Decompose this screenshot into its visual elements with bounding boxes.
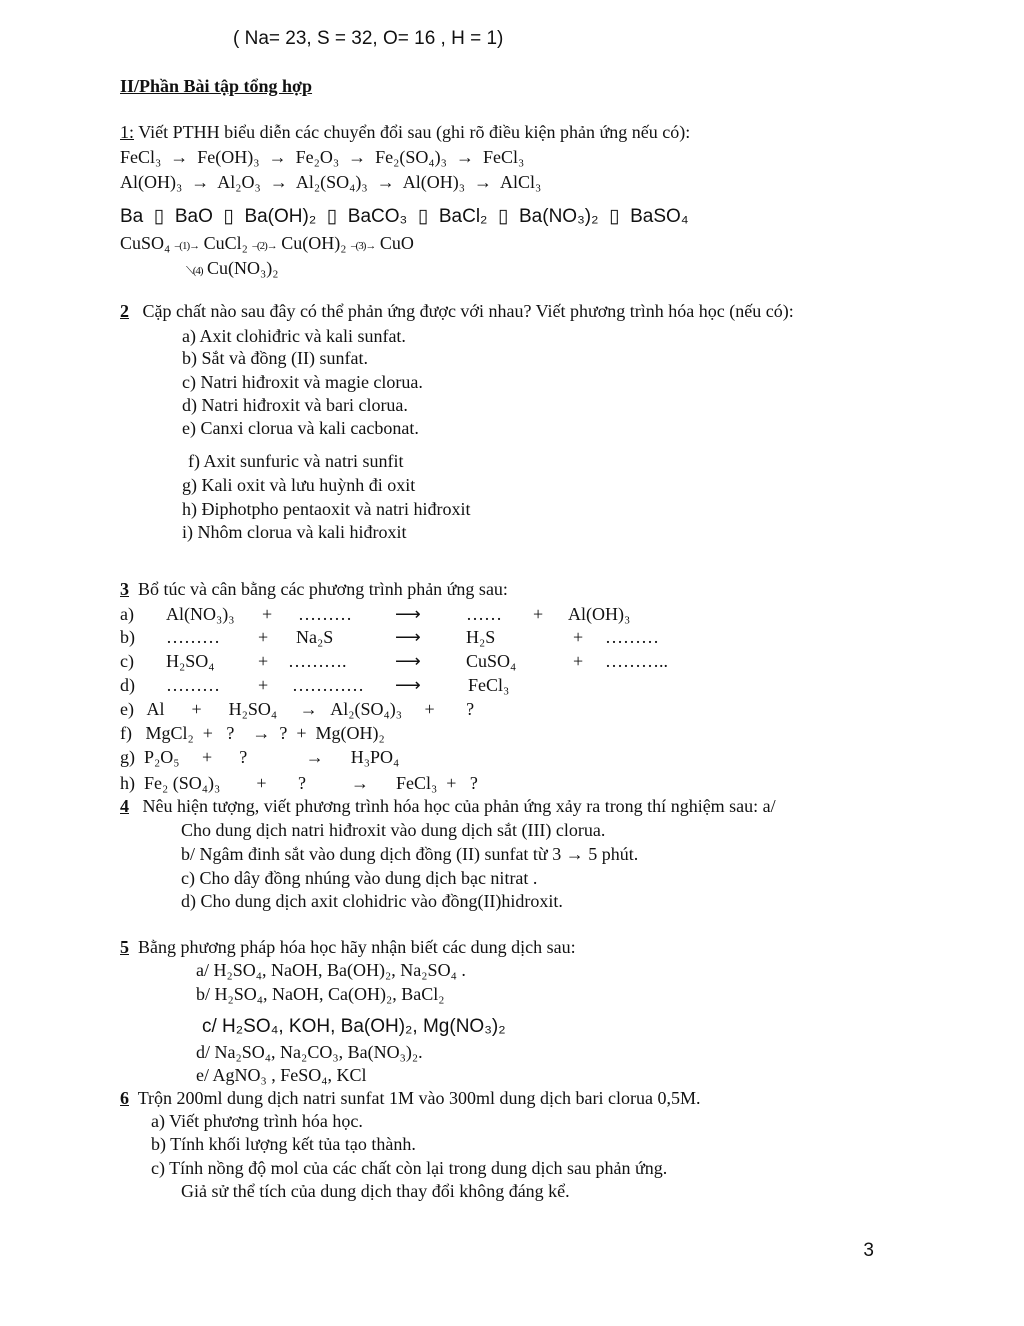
arrow-label: (1) bbox=[179, 240, 190, 252]
chain4-item: CuSO₄ bbox=[120, 233, 171, 253]
q6-item: a) Viết phương trình hóa học. bbox=[151, 1111, 363, 1131]
row-op1: + bbox=[258, 675, 269, 695]
long-arrow-icon: ⟶ bbox=[395, 651, 421, 671]
q6-item: c) Tính nồng độ mol của các chất còn lại trong dung dịch sau phản ứng. bbox=[151, 1158, 668, 1178]
row-c3: CuSO₄ bbox=[466, 651, 517, 671]
row-op1: + bbox=[258, 651, 269, 671]
q3-heading bbox=[120, 578, 508, 600]
row-op2: + bbox=[573, 627, 584, 647]
q2-item: g) Kali oxit và lưu huỳnh đi oxit bbox=[182, 475, 416, 495]
q5-item: e/ AgNO₃ , FeSO₄, KCl bbox=[196, 1065, 367, 1085]
row-c3: FeCl₃ bbox=[468, 675, 510, 695]
long-arrow-icon: ⟶ bbox=[395, 675, 421, 695]
chain3-item: Ba bbox=[120, 206, 144, 227]
row-c3: …… bbox=[466, 604, 502, 624]
chain1-item: Fe₂(SO₄)₃ bbox=[375, 147, 447, 167]
chain3-item: BaO bbox=[174, 206, 213, 227]
q4-heading bbox=[120, 795, 776, 817]
q6-number: 6 bbox=[120, 1088, 129, 1108]
q5-heading bbox=[120, 936, 576, 958]
q5-item: d/ Na₂SO₄, Na₂CO₃, Ba(NO₃)₂. bbox=[196, 1042, 423, 1062]
q4-item: Cho dung dịch natri hiđroxit vào dung dịch sắt (III) clorua. bbox=[181, 820, 606, 840]
q6-prompt: Trộn 200ml dung dịch natri sunfat 1M vào 300ml dung dịch bari clorua 0,5M. bbox=[137, 1088, 701, 1108]
q3-extra: h) Fe₂ (SO₄)₃ + ? → FeCl₃ + ? bbox=[120, 773, 478, 793]
chain2-item: Al(OH)₃ bbox=[402, 172, 465, 192]
row-label: d) bbox=[120, 675, 135, 695]
arrow-icon: → bbox=[469, 172, 497, 192]
chain3-item: BaSO₄ bbox=[630, 206, 689, 227]
missing-glyph-icon: ▯ bbox=[492, 206, 514, 227]
q6-note: Giả sử thể tích của dung dịch thay đổi không đáng kể. bbox=[181, 1181, 570, 1201]
arrow-icon: → bbox=[343, 147, 371, 167]
dashed-arrow-icon: –(1)→ bbox=[174, 240, 200, 252]
q5-prompt: Bằng phương pháp hóa học hãy nhận biết các dung dịch sau: bbox=[138, 937, 576, 957]
q2-prompt: Cặp chất nào sau đây có thể phản ứng được với nhau? Viết phương trình hóa học (nếu có): bbox=[142, 301, 794, 321]
missing-glyph-icon: ▯ bbox=[218, 206, 240, 227]
chain1-item: Fe(OH)₃ bbox=[197, 147, 260, 167]
q2-item: i) Nhôm clorua và kali hiđroxit bbox=[182, 522, 407, 542]
q4-number: 4 bbox=[120, 796, 129, 816]
arrow-label: (4) bbox=[192, 265, 203, 277]
q5-item: c/ H₂SO₄, KOH, Ba(OH)₂, Mg(NO₃)₂ bbox=[202, 1016, 506, 1037]
row-c1: ……… bbox=[166, 675, 220, 695]
chain2-item: Al₂O₃ bbox=[217, 172, 261, 192]
long-arrow-icon: ⟶ bbox=[395, 604, 421, 624]
row-c4: ……… bbox=[605, 627, 659, 647]
arrow-icon: → bbox=[186, 172, 214, 192]
q5-item: a/ H₂SO₄, NaOH, Ba(OH)₂, Na₂SO₄ . bbox=[196, 960, 466, 980]
row-label: c) bbox=[120, 651, 134, 671]
row-c4: ……….. bbox=[605, 651, 668, 671]
chain4-item: CuCl₂ bbox=[203, 233, 248, 253]
chain4-branch-item: Cu(NO₃)₂ bbox=[207, 258, 279, 278]
q2-item: b) Sắt và đồng (II) sunfat. bbox=[182, 348, 368, 368]
q4-prompt: Nêu hiện tượng, viết phương trình hóa học của phản ứng xảy ra trong thí nghiệm sau: a/ bbox=[142, 796, 776, 816]
q3-number: 3 bbox=[120, 579, 129, 599]
dashed-arrow-icon: –(3)→ bbox=[351, 240, 376, 252]
q6-heading bbox=[120, 1087, 700, 1109]
chain2-item: AlCl₃ bbox=[499, 172, 542, 192]
arrow-icon: → bbox=[451, 147, 479, 167]
section-title: II/Phần Bài tập tổng hợp bbox=[120, 76, 313, 96]
q1-chain4-branch bbox=[186, 257, 279, 282]
q2-item: e) Canxi clorua và kali cacbonat. bbox=[182, 418, 419, 438]
row-c4: Al(OH)₃ bbox=[568, 604, 631, 624]
row-op2: + bbox=[533, 604, 544, 624]
chain4-item: CuO bbox=[379, 233, 414, 253]
q4-item: d) Cho dung dịch axit clohidric vào đồng(II)hidroxit. bbox=[181, 891, 563, 911]
chain2-item: Al₂(SO₄)₃ bbox=[295, 172, 368, 192]
chain2-item: Al(OH)₃ bbox=[120, 172, 183, 192]
chain3-item: BaCO₃ bbox=[347, 206, 408, 227]
arrow-label: (2) bbox=[256, 240, 267, 252]
row-label: b) bbox=[120, 627, 135, 647]
row-c1: Al(NO₃)₃ bbox=[166, 604, 235, 624]
row-op2: + bbox=[573, 651, 584, 671]
missing-glyph-icon: ▯ bbox=[603, 206, 625, 227]
q1-chain3 bbox=[120, 206, 689, 228]
arrow-icon: → bbox=[165, 147, 193, 167]
q4-item: b/ Ngâm đinh sắt vào dung dịch đồng (II) sunfat từ 3 → 5 phút. bbox=[181, 844, 639, 864]
arrow-icon: → bbox=[264, 147, 292, 167]
q4-item: c) Cho dây đồng nhúng vào dung dịch bạc nitrat . bbox=[181, 868, 538, 888]
chain3-item: Ba(NO₃)₂ bbox=[519, 206, 599, 227]
q1-chain1 bbox=[120, 146, 524, 168]
row-c1: ……… bbox=[166, 627, 220, 647]
row-c3: H₂S bbox=[466, 627, 496, 647]
q2-heading bbox=[120, 300, 794, 322]
q1-heading bbox=[120, 121, 690, 143]
atomic-masses: ( Na= 23, S = 32, O= 16 , H = 1) bbox=[233, 28, 504, 49]
q2-item: f) Axit sunfuric và natri sunfit bbox=[188, 451, 404, 471]
q1-prompt: Viết PTHH biểu diễn các chuyển đổi sau (ghi rõ điều kiện phản ứng nếu có): bbox=[138, 122, 691, 142]
q2-item: h) Điphotpho pentaoxit và natri hiđroxit bbox=[182, 499, 471, 519]
dashed-arrow-icon: –(2)→ bbox=[252, 240, 277, 252]
q1-number: 1: bbox=[120, 122, 135, 142]
row-c2: ……… bbox=[298, 604, 352, 624]
q2-item: c) Natri hiđroxit và magie clorua. bbox=[182, 372, 423, 392]
q3-extra: e) Al + H₂SO₄ → Al₂(SO₄)₃ + ? bbox=[120, 699, 475, 719]
q3-extra: g) P₂O₅ + ? → H₃PO₄ bbox=[120, 747, 400, 767]
q5-item: b/ H₂SO₄, NaOH, Ca(OH)₂, BaCl₂ bbox=[196, 984, 445, 1004]
row-c2: Na₂S bbox=[296, 627, 334, 647]
row-c1: H₂SO₄ bbox=[166, 651, 215, 671]
q2-number: 2 bbox=[120, 301, 129, 321]
chain1-item: FeCl₃ bbox=[482, 147, 525, 167]
arrow-icon: → bbox=[265, 172, 293, 192]
row-c2: ………… bbox=[292, 675, 364, 695]
chain4-item: Cu(OH)₂ bbox=[281, 233, 347, 253]
q1-chain2 bbox=[120, 171, 541, 193]
chain3-item: BaCl₂ bbox=[438, 206, 488, 227]
missing-glyph-icon: ▯ bbox=[148, 206, 170, 227]
long-arrow-icon: ⟶ bbox=[395, 627, 421, 647]
q1-chain4 bbox=[120, 232, 414, 257]
arrow-label: (3) bbox=[355, 240, 366, 252]
row-op1: + bbox=[258, 627, 269, 647]
chain3-item: Ba(OH)₂ bbox=[244, 206, 317, 227]
chain1-item: Fe₂O₃ bbox=[295, 147, 340, 167]
row-label: a) bbox=[120, 604, 134, 624]
page-number: 3 bbox=[863, 1240, 874, 1261]
missing-glyph-icon: ▯ bbox=[321, 206, 343, 227]
q3-prompt: Bổ túc và cân bằng các phương trình phản ứng sau: bbox=[138, 579, 508, 599]
chain1-item: FeCl₃ bbox=[120, 147, 162, 167]
q2-item: d) Natri hiđroxit và bari clorua. bbox=[182, 395, 408, 415]
q2-item: a) Axit clohiđric và kali sunfat. bbox=[182, 326, 406, 346]
q3-extra: f) MgCl₂ + ? → ? + Mg(OH)₂ bbox=[120, 723, 385, 743]
row-op1: + bbox=[262, 604, 273, 624]
missing-glyph-icon: ▯ bbox=[412, 206, 434, 227]
diagonal-arrow-icon: ⟍(4) bbox=[186, 265, 203, 277]
q5-number: 5 bbox=[120, 937, 129, 957]
q6-item: b) Tính khối lượng kết tủa tạo thành. bbox=[151, 1134, 416, 1154]
arrow-icon: → bbox=[372, 172, 400, 192]
row-c2: ………. bbox=[288, 651, 347, 671]
